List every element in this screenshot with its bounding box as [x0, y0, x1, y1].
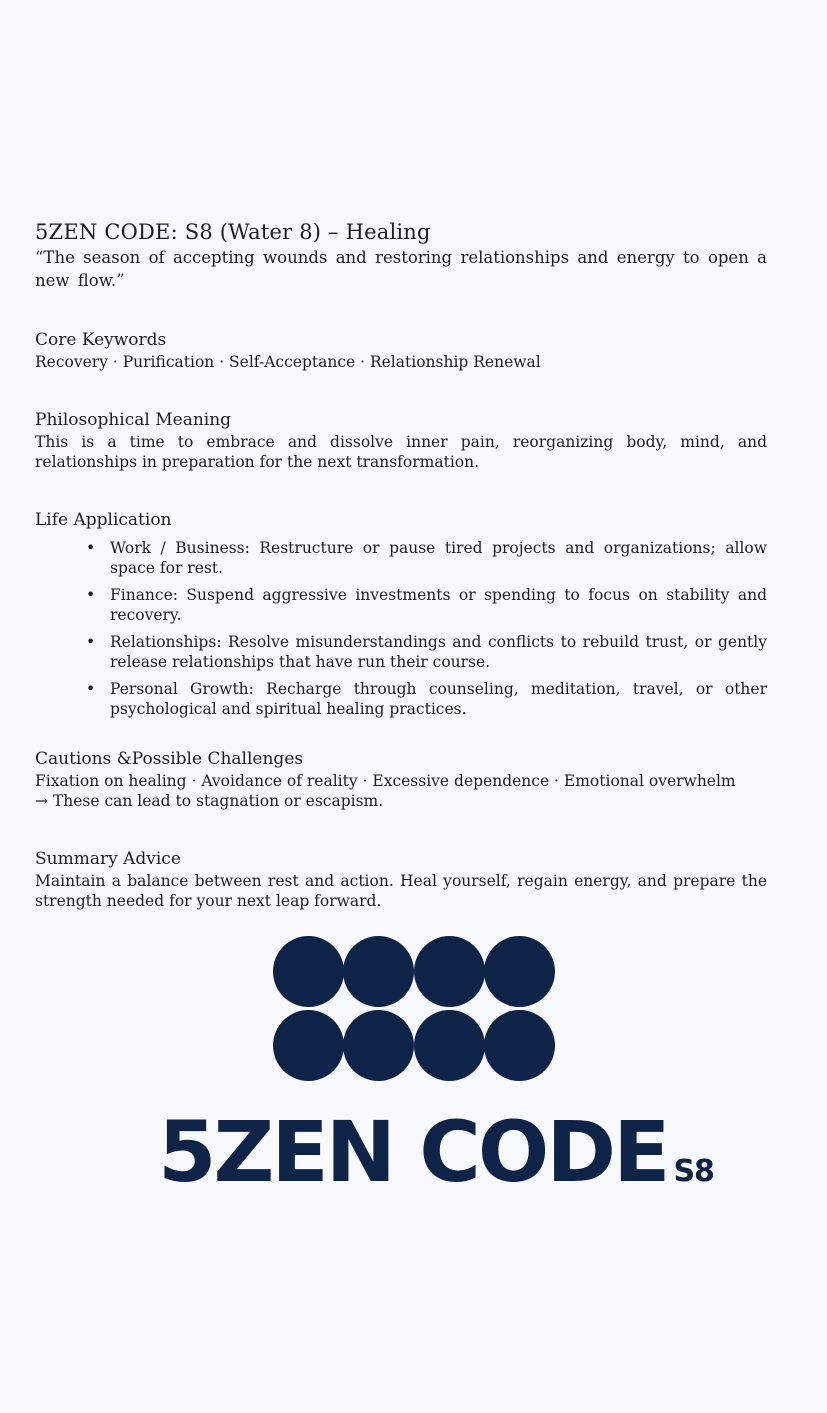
core-keywords-section — [35, 328, 767, 372]
philosophical-meaning-section — [35, 408, 767, 472]
logo-wordmark — [158, 1102, 738, 1202]
cautions-text — [35, 771, 767, 811]
bullet-icon: • — [86, 586, 96, 604]
bullet-icon: • — [86, 680, 96, 698]
logo-code: S8 — [673, 1154, 714, 1189]
logo-dot — [343, 1010, 414, 1081]
document-content — [35, 219, 767, 911]
summary-advice-text: Maintain a balance between rest and action. Heal yourself, regain energy, and prepare the strength needed for your next leap forward. — [35, 872, 767, 910]
philosophical-meaning-heading: Philosophical Meaning — [35, 410, 232, 430]
life-application-list — [35, 538, 767, 719]
list-item-text: Relationships: Resolve misunderstandings and conflicts to rebuild trust, or gently release relationships that have run their course. — [110, 633, 767, 671]
list-item — [86, 585, 767, 625]
logo-dot — [484, 936, 555, 1007]
logo-dot — [343, 936, 414, 1007]
list-item — [86, 632, 767, 672]
bullet-icon: • — [86, 633, 96, 651]
logo-dot — [484, 1010, 555, 1081]
summary-advice-heading: Summary Advice — [35, 849, 181, 869]
logo-dots-icon — [273, 936, 555, 1082]
list-item — [86, 679, 767, 719]
cautions-line-2: → These can lead to stagnation or escapism. — [35, 792, 384, 810]
logo-dot — [273, 936, 344, 1007]
summary-advice-section — [35, 847, 767, 911]
life-application-heading: Life Application — [35, 510, 172, 530]
cautions-line-1: Fixation on healing · Avoidance of reality · Excessive dependence · Emotional overwhelm — [35, 772, 736, 790]
cautions-heading: Cautions &Possible Challenges — [35, 749, 304, 769]
logo-dot — [273, 1010, 344, 1081]
cautions-section — [35, 747, 767, 811]
quote: “The season of accepting wounds and restoring relationships and energy to open a new flow.” — [35, 248, 767, 290]
bullet-icon: • — [86, 539, 96, 557]
logo-wordmark-text: 5ZEN CODE — [158, 1103, 668, 1201]
list-item-text: Finance: Suspend aggressive investments or spending to focus on stability and recovery. — [110, 586, 767, 624]
logo-dot — [414, 936, 485, 1007]
list-item — [86, 538, 767, 578]
list-item-text: Work / Business: Restructure or pause tired projects and organizations; allow space for rest. — [110, 539, 767, 577]
page-title: 5ZEN CODE: S8 (Water 8) – Healing — [35, 220, 431, 244]
list-item-text: Personal Growth: Recharge through counseling, meditation, travel, or other psychological and spiritual healing practices. — [110, 680, 767, 718]
logo-dot — [414, 1010, 485, 1081]
philosophical-meaning-text: This is a time to embrace and dissolve inner pain, reorganizing body, mind, and relationships in preparation for the next transformation. — [35, 433, 767, 471]
life-application-section — [35, 508, 767, 719]
core-keywords-text: Recovery · Purification · Self-Acceptance · Relationship Renewal — [35, 353, 541, 371]
core-keywords-heading: Core Keywords — [35, 330, 167, 350]
